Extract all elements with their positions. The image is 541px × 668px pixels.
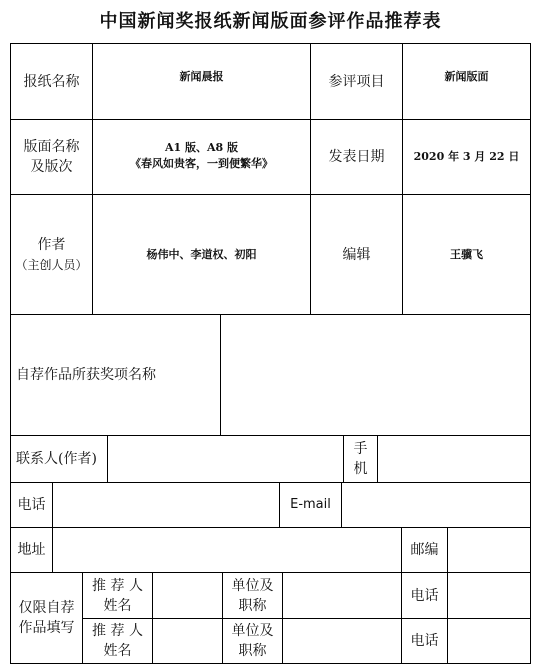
email-field[interactable] <box>342 483 530 527</box>
mobile-label-line2: 机 <box>353 461 368 477</box>
publish-date-label: 发表日期 <box>328 149 385 165</box>
phone-label: 电话 <box>17 497 46 513</box>
recommender-label-line2: 姓名 <box>103 597 132 614</box>
recommender-name-label-1 <box>83 573 152 618</box>
contact-label: 联系人(作者) <box>16 451 97 467</box>
recommender-phone-label-1: 电话 <box>410 587 439 604</box>
email-label: E-mail <box>290 497 331 512</box>
newspaper-name-label: 报纸名称 <box>23 73 80 90</box>
recommender-label-line1: 推 荐 人 <box>92 623 143 639</box>
editor-value[interactable]: 王骥飞 <box>450 247 483 261</box>
page-name-value-line1: A1 版、A8 版 <box>164 141 239 154</box>
mobile-field[interactable] <box>378 436 530 482</box>
recommender-phone-field-1[interactable] <box>448 573 530 618</box>
recommender-name-field-2[interactable] <box>153 619 222 663</box>
recommender-label-line1: 推 荐 人 <box>92 577 143 594</box>
unit-label-line1: 单位及 <box>231 623 274 639</box>
awards-label: 自荐作品所获奖项名称 <box>16 367 156 383</box>
postcode-label: 邮编 <box>410 542 439 558</box>
self-recommend-label-line2: 作品填写 <box>18 620 75 636</box>
address-field[interactable] <box>53 528 401 572</box>
self-recommend-label-line1: 仅限自荐 <box>18 600 75 616</box>
mobile-label-line1: 手 <box>353 441 368 457</box>
unit-title-field-2[interactable] <box>283 619 401 663</box>
recommendation-form-table <box>10 43 531 664</box>
unit-label-line2: 职称 <box>238 597 267 614</box>
editor-label: 编辑 <box>342 246 371 263</box>
awards-field[interactable] <box>221 315 530 435</box>
author-label-main: 作者 <box>37 236 66 253</box>
recommender-phone-field-2[interactable] <box>448 619 530 663</box>
recommender-label-line2: 姓名 <box>103 643 132 659</box>
author-label <box>11 195 92 314</box>
recommender-name-field-1[interactable] <box>153 573 222 618</box>
address-label: 地址 <box>17 542 46 558</box>
form-title: 中国新闻奖报纸新闻版面参评作品推荐表 <box>99 11 442 32</box>
page-name-value-line2: 《春风如贵客，一到便繁华》 <box>130 157 273 170</box>
category-value[interactable]: 新闻版面 <box>444 70 489 83</box>
page-name-label-line2: 及版次 <box>30 159 73 175</box>
publish-date-value[interactable]: 2020 年 3 月 22 日 <box>413 150 520 163</box>
newspaper-name-value[interactable]: 新闻晨报 <box>179 70 224 83</box>
self-recommend-label <box>11 573 82 663</box>
contact-field[interactable] <box>108 436 343 482</box>
page-name-value[interactable] <box>93 120 310 194</box>
author-value[interactable]: 杨伟中、李道权、初阳 <box>146 247 257 261</box>
page-name-label <box>11 120 92 194</box>
recommender-name-label-2 <box>83 619 152 663</box>
unit-title-label-2 <box>223 619 282 663</box>
page-name-label-line1: 版面名称 <box>23 139 80 155</box>
unit-title-label-1 <box>223 573 282 618</box>
phone-field[interactable] <box>53 483 279 527</box>
unit-label-line1: 单位及 <box>231 577 274 594</box>
unit-title-field-1[interactable] <box>283 573 401 618</box>
author-label-sub: （主创人员） <box>15 257 88 272</box>
unit-label-line2: 职称 <box>238 643 267 659</box>
category-label: 参评项目 <box>328 73 385 90</box>
postcode-field[interactable] <box>448 528 530 572</box>
recommender-phone-label-2: 电话 <box>410 633 439 649</box>
mobile-label <box>344 436 377 482</box>
